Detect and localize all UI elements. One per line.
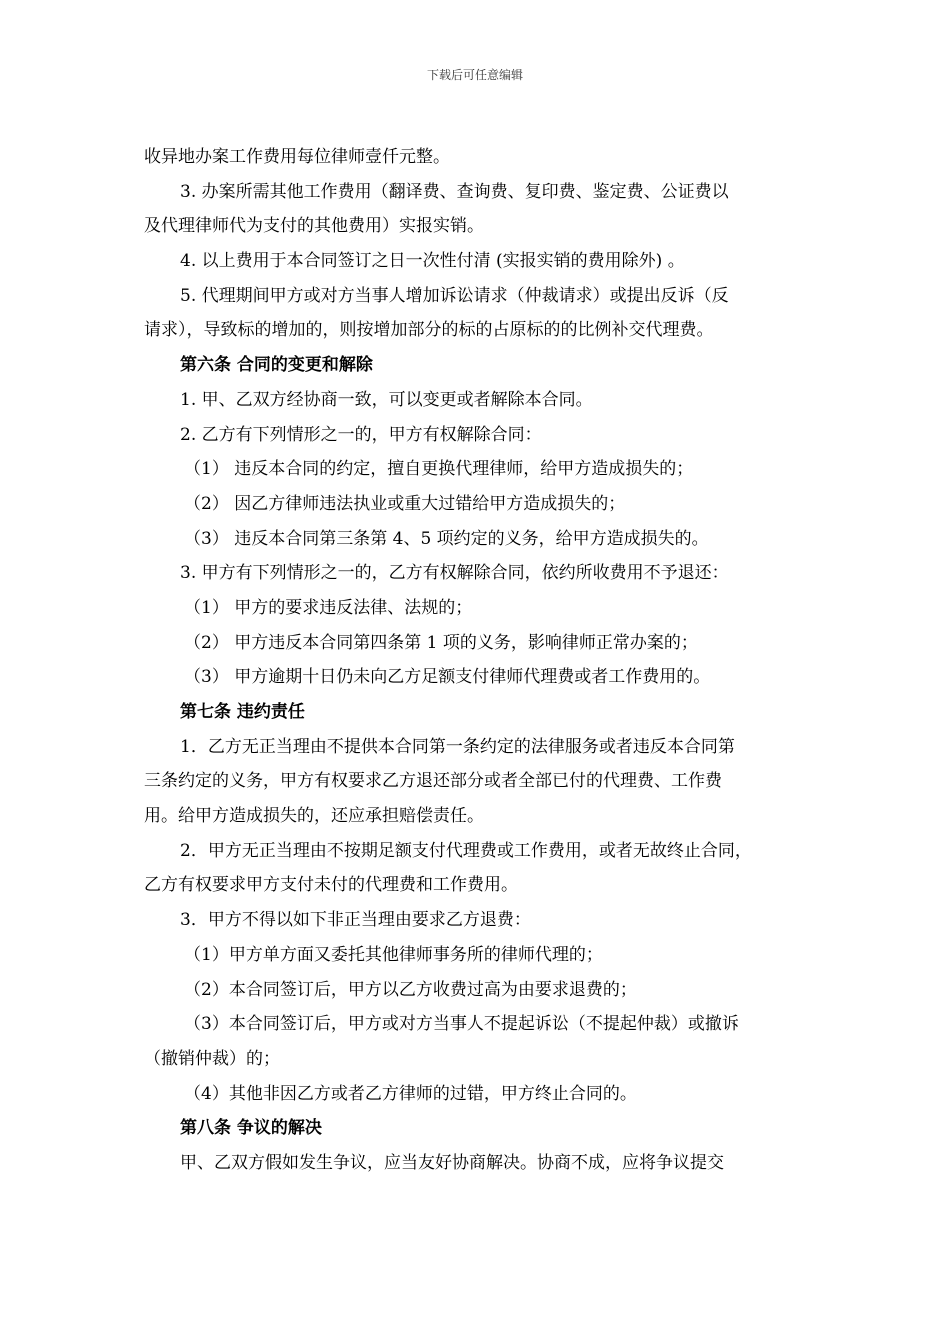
paragraph-line: 收异地办案工作费用每位律师壹仟元整。 <box>144 147 450 167</box>
list-item: （3） 甲方逾期十日仍未向乙方足额支付律师代理费或者工作费用的。 <box>184 667 711 688</box>
list-item: （2）本合同签订后，甲方以乙方收费过高为由要求退费的； <box>184 979 637 1000</box>
section-heading: 第七条 违约责任 <box>180 702 305 722</box>
list-item: （1） 违反本合同的约定，擅自更换代理律师，给甲方造成损失的； <box>184 459 694 480</box>
paragraph-line: 1. 甲、乙双方经协商一致，可以变更或者解除本合同。 <box>180 389 593 410</box>
list-item: （4）其他非因乙方或者乙方律师的过错，甲方终止合同的。 <box>184 1083 637 1104</box>
paragraph-line: 及代理律师代为支付的其他费用）实报实销。 <box>144 216 484 237</box>
paragraph-line: 2．甲方无正当理由不按期足额支付代理费或工作费用，或者无故终止合同， <box>180 840 752 861</box>
paragraph-line: 3. 甲方有下列情形之一的，乙方有权解除合同，依约所收费用不予退还： <box>180 563 729 584</box>
paragraph-line: 3．甲方不得以如下非正当理由要求乙方退费： <box>180 910 531 931</box>
paragraph-line: 2. 乙方有下列情形之一的，甲方有权解除合同： <box>180 424 542 445</box>
paragraph-line: 5. 代理期间甲方或对方当事人增加诉讼请求（仲裁请求）或提出反诉（反 <box>180 285 729 306</box>
list-item-continuation: （撤销仲裁）的； <box>144 1048 280 1069</box>
paragraph-line: 甲、乙双方假如发生争议，应当友好协商解决。协商不成，应将争议提交 <box>180 1152 724 1173</box>
paragraph-line: 乙方有权要求甲方支付未付的代理费和工作费用。 <box>144 875 518 896</box>
list-item: （1）甲方单方面又委托其他律师事务所的律师代理的； <box>184 944 603 965</box>
paragraph-line: 3. 办案所需其他工作费用（翻译费、查询费、复印费、鉴定费、公证费以 <box>180 181 729 202</box>
paragraph-line: 1．乙方无正当理由不提供本合同第一条约定的法律服务或者违反本合同第 <box>180 736 735 757</box>
paragraph-line: 4. 以上费用于本合同签订之日一次性付清 (实报实销的费用除外) 。 <box>180 251 685 272</box>
section-heading: 第六条 合同的变更和解除 <box>180 355 373 376</box>
list-item: （2） 因乙方律师违法执业或重大过错给甲方造成损失的； <box>184 493 626 514</box>
document-body <box>144 140 820 1181</box>
page-header: 下载后可任意编辑 <box>426 68 523 82</box>
paragraph-line: 请求），导致标的增加的，则按增加部分的标的占原标的的比例补交代理费。 <box>144 320 714 341</box>
paragraph-line: 用。给甲方造成损失的，还应承担赔偿责任。 <box>144 806 484 827</box>
list-item: （2） 甲方违反本合同第四条第 1 项的义务，影响律师正常办案的； <box>184 632 698 653</box>
list-item: （3）本合同签订后，甲方或对方当事人不提起诉讼（不提起仲裁）或撤诉 <box>184 1014 739 1035</box>
paragraph-line: 三条约定的义务，甲方有权要求乙方退还部分或者全部已付的代理费、工作费 <box>144 771 722 792</box>
list-item: （3） 违反本合同第三条第 4、5 项约定的义务，给甲方造成损失的。 <box>184 528 709 549</box>
list-item: （1） 甲方的要求违反法律、法规的； <box>184 597 473 618</box>
section-heading: 第八条 争议的解决 <box>180 1118 322 1139</box>
